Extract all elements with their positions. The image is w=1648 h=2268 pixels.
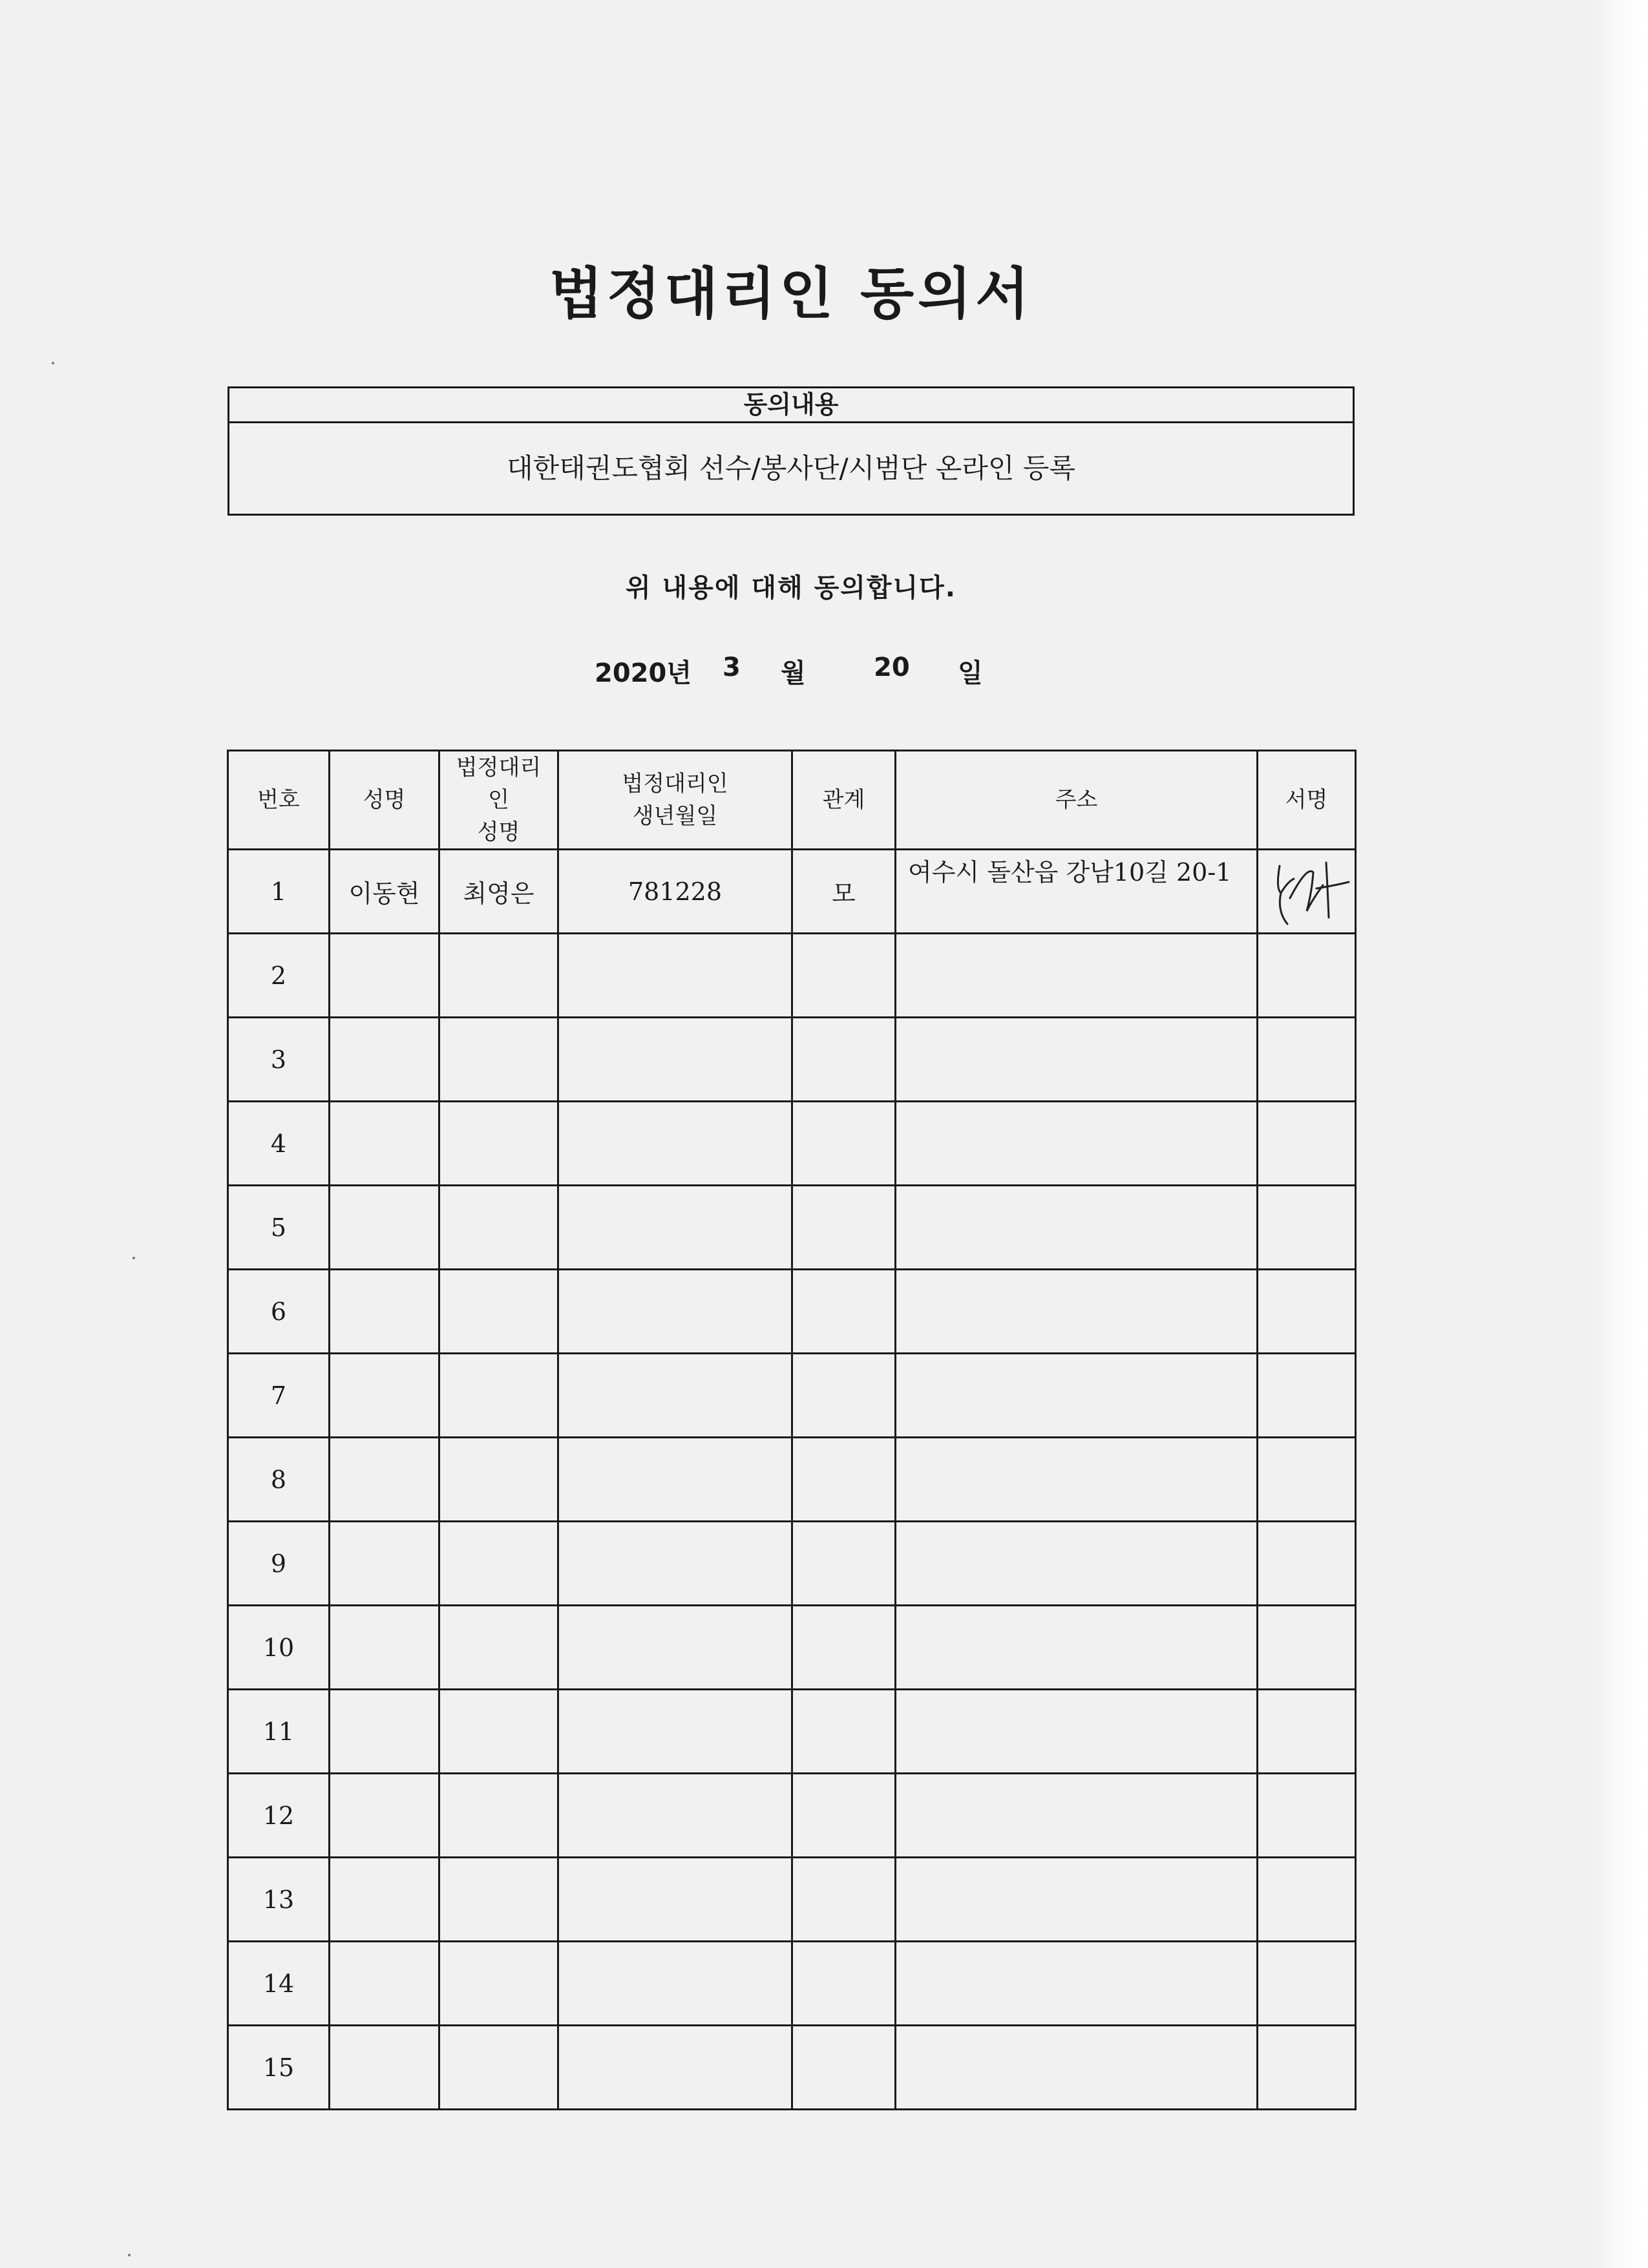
cell-name: [330, 1942, 439, 2026]
cell-guardian-birth: [558, 934, 792, 1018]
cell-signature: [1258, 1270, 1356, 1354]
handwritten-signature: [1262, 853, 1352, 930]
table-row: [228, 850, 1356, 934]
cell-signature: [1258, 1606, 1356, 1690]
header-no: 번호: [228, 751, 330, 850]
cell-no: 3: [228, 1018, 330, 1102]
cell-guardian-birth: 781228: [558, 850, 792, 934]
cell-address: [896, 1774, 1258, 1858]
cell-signature: [1258, 1354, 1356, 1438]
cell-relation: [792, 1270, 896, 1354]
scan-speck: [132, 1257, 135, 1259]
cell-relation: [792, 1438, 896, 1522]
cell-address: 여수시 돌산읍 강남10길 20-1: [896, 850, 1258, 934]
header-relation: 관계: [792, 751, 896, 850]
cell-relation: [792, 1018, 896, 1102]
cell-guardian-name: [439, 1858, 558, 1942]
cell-relation: [792, 1102, 896, 1186]
header-guardian-name: 법정대리 인 성명: [439, 751, 558, 850]
table-row: [228, 934, 1356, 1018]
table-row: [228, 1774, 1356, 1858]
cell-guardian-name: [439, 1354, 558, 1438]
cell-no: 10: [228, 1606, 330, 1690]
cell-signature: [1258, 1690, 1356, 1774]
document-title: 법정대리인 동의서: [549, 262, 1033, 326]
cell-address: [896, 1438, 1258, 1522]
table-row: [228, 1186, 1356, 1270]
cell-relation: [792, 1774, 896, 1858]
cell-guardian-birth: [558, 1690, 792, 1774]
cell-guardian-name: [439, 1942, 558, 2026]
table-row: [228, 1018, 1356, 1102]
cell-guardian-name: [439, 1690, 558, 1774]
cell-guardian-name: [439, 1270, 558, 1354]
cell-guardian-birth: [558, 1354, 792, 1438]
cell-address: [896, 2026, 1258, 2110]
cell-guardian-name: [439, 1186, 558, 1270]
cell-no: 9: [228, 1522, 330, 1606]
cell-no: 2: [228, 934, 330, 1018]
cell-signature: [1258, 850, 1356, 934]
header-address: 주소: [896, 751, 1258, 850]
cell-relation: [792, 1858, 896, 1942]
cell-address: [896, 1858, 1258, 1942]
cell-name: [330, 1438, 439, 1522]
cell-relation: [792, 1942, 896, 2026]
cell-address: [896, 1186, 1258, 1270]
scan-edge: [1595, 0, 1648, 2268]
cell-address: [896, 934, 1258, 1018]
cell-address: [896, 1942, 1258, 2026]
date-year: 2020년: [595, 658, 692, 688]
cell-no: 11: [228, 1690, 330, 1774]
cell-signature: [1258, 1018, 1356, 1102]
table-header-row: [228, 751, 1356, 850]
cell-signature: [1258, 1102, 1356, 1186]
cell-address: [896, 1270, 1258, 1354]
cell-name: [330, 1270, 439, 1354]
cell-address: [896, 1690, 1258, 1774]
date-day: 20: [874, 653, 910, 682]
cell-no: 5: [228, 1186, 330, 1270]
table-row: [228, 1606, 1356, 1690]
cell-guardian-birth: [558, 1186, 792, 1270]
cell-signature: [1258, 1438, 1356, 1522]
cell-guardian-birth: [558, 1774, 792, 1858]
date-day-unit: 일: [958, 658, 983, 688]
table-row: [228, 1942, 1356, 2026]
cell-name: [330, 934, 439, 1018]
table-row: [228, 1438, 1356, 1522]
table-row: [228, 1858, 1356, 1942]
cell-address: [896, 1354, 1258, 1438]
table-row: [228, 1102, 1356, 1186]
cell-guardian-birth: [558, 1942, 792, 2026]
cell-guardian-birth: [558, 1858, 792, 1942]
header-guardian-birth: 법정대리인 생년월일: [558, 751, 792, 850]
cell-no: 7: [228, 1354, 330, 1438]
cell-guardian-name: [439, 1522, 558, 1606]
cell-guardian-birth: [558, 1270, 792, 1354]
table-row: [228, 1522, 1356, 1606]
cell-guardian-name: [439, 1102, 558, 1186]
cell-guardian-birth: [558, 1018, 792, 1102]
scan-speck: [128, 2254, 131, 2256]
cell-guardian-birth: [558, 1438, 792, 1522]
cell-guardian-name: [439, 1018, 558, 1102]
cell-name: [330, 1690, 439, 1774]
cell-name: [330, 1522, 439, 1606]
cell-address: [896, 1606, 1258, 1690]
cell-name: [330, 1774, 439, 1858]
cell-no: 8: [228, 1438, 330, 1522]
cell-no: 13: [228, 1858, 330, 1942]
header-signature: 서명: [1258, 751, 1356, 850]
cell-name: [330, 1186, 439, 1270]
cell-signature: [1258, 2026, 1356, 2110]
scan-speck: [52, 362, 54, 364]
cell-guardian-name: [439, 1438, 558, 1522]
cell-signature: [1258, 934, 1356, 1018]
cell-no: 12: [228, 1774, 330, 1858]
cell-name: [330, 1606, 439, 1690]
cell-no: 4: [228, 1102, 330, 1186]
date-month: 3: [723, 653, 741, 682]
header-name: 성명: [330, 751, 439, 850]
cell-guardian-birth: [558, 1522, 792, 1606]
consent-content: 대한태권도협회 선수/봉사단/시범단 온라인 등록: [507, 452, 1075, 484]
cell-no: 14: [228, 1942, 330, 2026]
cell-signature: [1258, 1858, 1356, 1942]
cell-guardian-birth: [558, 1606, 792, 1690]
cell-signature: [1258, 1186, 1356, 1270]
cell-name: [330, 1102, 439, 1186]
cell-no: 1: [228, 850, 330, 934]
cell-relation: [792, 2026, 896, 2110]
cell-name: [330, 1858, 439, 1942]
table-row: [228, 1354, 1356, 1438]
cell-signature: [1258, 1942, 1356, 2026]
cell-relation: [792, 1186, 896, 1270]
table-row: [228, 1270, 1356, 1354]
cell-no: 15: [228, 2026, 330, 2110]
cell-relation: [792, 1354, 896, 1438]
agreement-text: 위 내용에 대해 동의합니다.: [625, 573, 956, 603]
consent-header: 동의내용: [229, 388, 1353, 423]
cell-guardian-name: [439, 2026, 558, 2110]
cell-address: [896, 1102, 1258, 1186]
cell-name: [330, 1354, 439, 1438]
cell-relation: [792, 1522, 896, 1606]
table-row: [228, 2026, 1356, 2110]
date-month-unit: 월: [781, 658, 806, 688]
cell-guardian-name: [439, 934, 558, 1018]
cell-guardian-name: [439, 1606, 558, 1690]
guardian-table: [227, 750, 1357, 2110]
cell-name: [330, 2026, 439, 2110]
cell-signature: [1258, 1774, 1356, 1858]
table-row: [228, 1690, 1356, 1774]
cell-relation: [792, 934, 896, 1018]
cell-address: [896, 1018, 1258, 1102]
cell-relation: [792, 1606, 896, 1690]
cell-guardian-name: [439, 1774, 558, 1858]
cell-address: [896, 1522, 1258, 1606]
consent-box: [227, 386, 1355, 516]
cell-guardian-name: 최영은: [439, 850, 558, 934]
cell-relation: 모: [792, 850, 896, 934]
cell-guardian-birth: [558, 1102, 792, 1186]
cell-name: [330, 1018, 439, 1102]
cell-no: 6: [228, 1270, 330, 1354]
cell-name: 이동현: [330, 850, 439, 934]
cell-relation: [792, 1690, 896, 1774]
cell-guardian-birth: [558, 2026, 792, 2110]
cell-signature: [1258, 1522, 1356, 1606]
